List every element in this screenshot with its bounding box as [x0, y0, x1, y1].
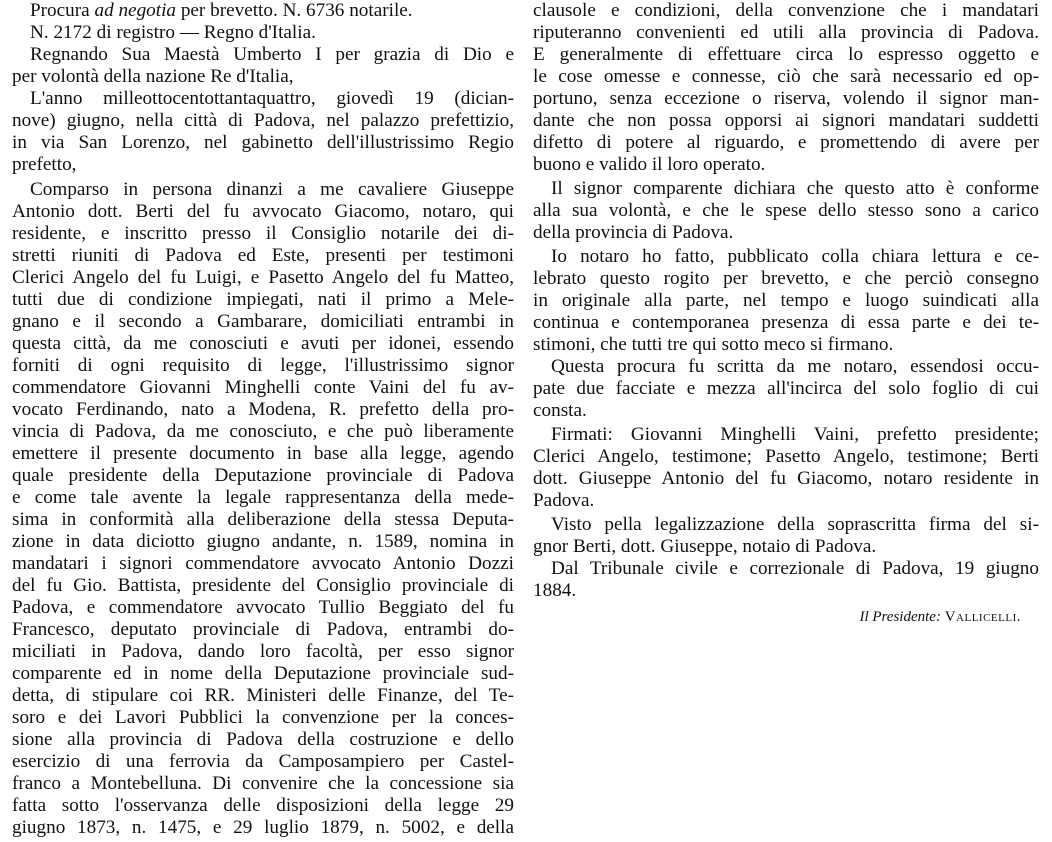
paragraph-line: stimoni, che tutti tre qui sotto meco si firmano.: [533, 334, 894, 355]
paragraph-line: le cose omesse e connesse, ciò che sarà necessario ed op-: [533, 66, 1039, 87]
paragraph-line: prefetto,: [12, 154, 77, 175]
signature-name: Vallicelli.: [944, 609, 1021, 625]
paragraph-line: per volontà della nazione Re d'Italia,: [12, 66, 294, 87]
paragraph-line: Antonio dott. Berti del fu avvocato Giacomo, notaro, qui: [12, 201, 514, 222]
paragraph-line: alla sua volontà, e che le spese dello stesso sono a carico: [533, 200, 1039, 221]
paragraph-line: Il signor comparente dichiara che questo atto è conforme: [551, 178, 1039, 199]
paragraph-line: dante che non possa opporsi ai signori mandatari suddetti: [533, 110, 1039, 131]
paragraph-line: Francesco, deputato provinciale di Padova, entrambi do-: [12, 619, 514, 640]
paragraph-line: gnano e il secondo a Gambarare, domiciliati entrambi in: [12, 311, 514, 332]
paragraph-line: Regnando Sua Maestà Umberto I per grazia di Dio e: [30, 44, 514, 65]
paragraph-line: consta.: [533, 400, 587, 421]
signature-line: [859, 608, 1021, 626]
paragraph-line: Questa procura fu scritta da me notaro, essendosi occu-: [551, 356, 1039, 377]
paragraph-line: Clerici Angelo, testimone; Pasetto Angelo, testimone; Berti: [533, 446, 1039, 467]
paragraph-line: L'anno milleottocentottantaquattro, giovedì 19 (dician-: [30, 88, 514, 109]
paragraph-line: Visto pella legalizzazione della soprascritta firma del si-: [551, 514, 1039, 535]
paragraph-line: gnor Berti, dott. Giuseppe, notaio di Padova.: [533, 536, 877, 557]
paragraph-line: forniti di ogni requisito di legge, l'illustrissimo signor: [12, 355, 514, 376]
paragraph-line: Padova.: [533, 490, 595, 511]
paragraph-line: miciliati in Padova, dando loro facoltà, per esso signor: [12, 641, 514, 662]
paragraph-line: emettere il presente documento in base alla legge, agendo: [12, 443, 514, 464]
paragraph-line: Clerici Angelo del fu Luigi, e Pasetto Angelo del fu Matteo,: [12, 267, 514, 288]
paragraph-line: riputeranno convenienti ed utili alla provincia di Padova.: [533, 22, 1039, 43]
paragraph-line: vincia di Padova, da me conosciuto, e che può liberamente: [12, 421, 514, 442]
paragraph-line: clausole e condizioni, della convenzione che i mandatari: [533, 0, 1039, 21]
paragraph-line: questa città, da me conosciuti e avuti per idonei, essendo: [12, 333, 514, 354]
paragraph-line: giugno 1873, n. 1475, e 29 luglio 1879, n. 5002, e della: [12, 817, 514, 838]
heading-text-end: per brevetto. N. 6736 notarile.: [176, 0, 413, 21]
paragraph-line: del fu Gio. Battista, presidente del Consiglio provinciale di: [12, 575, 514, 596]
paragraph-line: E generalmente di effettuare circa lo espresso oggetto e: [533, 44, 1039, 65]
paragraph-line: vocato Ferdinando, nato a Modena, R. prefetto della pro-: [12, 399, 514, 420]
paragraph-line: commendatore Giovanni Minghelli conte Vaini del fu av-: [12, 377, 514, 398]
paragraph-line: comparente ed in nome della Deputazione provinciale sud-: [12, 663, 514, 684]
paragraph-line: e come tale avente la legale rappresentanza della mede-: [12, 487, 514, 508]
paragraph-line: quale presidente della Deputazione provinciale di Padova: [12, 465, 514, 486]
paragraph-line: franco a Montebelluna. Di convenire che la concessione sia: [12, 773, 514, 794]
paragraph-line: stretti riuniti di Padova ed Este, presenti per testimoni: [12, 245, 514, 266]
paragraph-line: lebrato questo rogito per brevetto, e che perciò consegno: [533, 268, 1039, 289]
paragraph-line: buono e valido il loro operato.: [533, 154, 766, 175]
paragraph-line: pate due facciate e mezza all'incirca del solo foglio di cui: [533, 378, 1039, 399]
paragraph-line: sione alla provincia di Padova della costruzione e dello: [12, 729, 514, 750]
paragraph-line: residente, e inscritto presso il Consiglio notarile dei di-: [12, 223, 514, 244]
paragraph-line: difetto di potere al riguardo, e promettendo di avere per: [533, 132, 1039, 153]
paragraph-line: Io notaro ho fatto, pubblicato colla chiara lettura e ce-: [551, 246, 1039, 267]
paragraph-line: nove) giugno, nella città di Padova, nel palazzo prefettizio,: [12, 110, 514, 131]
paragraph-line: Padova, e commendatore avvocato Tullio Beggiato del fu: [12, 597, 514, 618]
paragraph-line: esercizio di una ferrovia da Camposampiero per Castel-: [12, 751, 514, 772]
paragraph-line: in via San Lorenzo, nel gabinetto dell'illustrissimo Regio: [12, 132, 514, 153]
paragraph-line: Firmati: Giovanni Minghelli Vaini, prefetto presidente;: [551, 424, 1039, 445]
paragraph-line: sima in conformità alla deliberazione della stessa Deputa-: [12, 509, 514, 530]
paragraph-line: tutti due di condizione impiegati, nati il primo a Mele-: [12, 289, 514, 310]
heading-text: Procura: [30, 0, 95, 21]
paragraph-line: mandatari i signori commendatore avvocato Antonio Dozzi: [12, 553, 514, 574]
heading-italic: ad negotia: [94, 0, 177, 21]
paragraph-line: in originale alla parte, nel tempo e luogo suindicati alla: [533, 290, 1039, 311]
paragraph-line: soro e dei Lavori Pubblici la convenzione per la conces-: [12, 707, 514, 728]
paragraph-line: fatta sotto l'osservanza delle disposizioni della legge 29: [12, 795, 514, 816]
signature-label: Il Presidente:: [859, 609, 945, 625]
paragraph-line: continua e contemporanea presenza di essa parte e dei te-: [533, 312, 1039, 333]
paragraph-line: N. 2172 di registro — Regno d'Italia.: [30, 22, 316, 43]
paragraph-line: della provincia di Padova.: [533, 222, 734, 243]
paragraph-line: 1884.: [533, 580, 577, 601]
document-heading: [12, 0, 413, 22]
paragraph-line: detta, di stipulare coi RR. Ministeri delle Finanze, del Te-: [12, 685, 514, 706]
paragraph-line: dott. Giuseppe Antonio del fu Giacomo, notaro residente in: [533, 468, 1039, 489]
paragraph-line: Dal Tribunale civile e correzionale di Padova, 19 giugno: [551, 558, 1039, 579]
paragraph-line: zione in data diciotto giugno andante, n. 1589, nomina in: [12, 531, 514, 552]
paragraph-line: portuno, senza eccezione o riserva, volendo il signor man-: [533, 88, 1039, 109]
paragraph-line: Comparso in persona dinanzi a me cavaliere Giuseppe: [30, 179, 514, 200]
